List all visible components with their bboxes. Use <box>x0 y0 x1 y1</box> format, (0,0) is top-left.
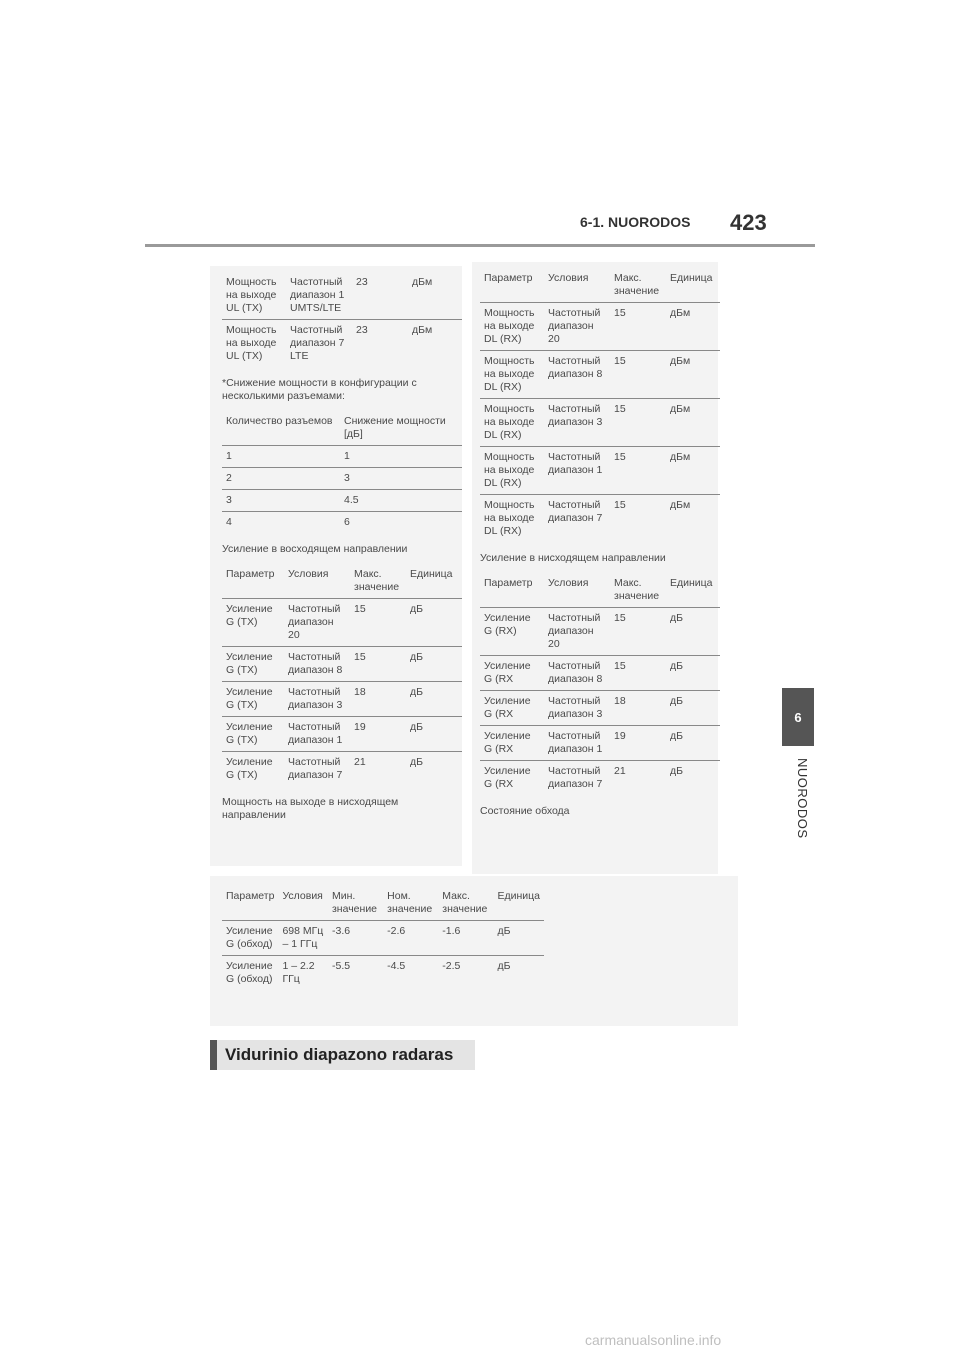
table-cell: Мощность на выходе UL (TX) <box>226 324 277 362</box>
watermark: carmanualsonline.info <box>585 1332 722 1348</box>
table-cell: 15 <box>614 307 626 319</box>
uplink-header-param: Параметр <box>226 568 275 580</box>
table-cell: Частотный диапазон 20 <box>548 612 601 650</box>
table-cell: 2 <box>226 472 232 484</box>
table-cell: дБ <box>497 960 511 972</box>
table-row <box>222 921 544 956</box>
table-cell: 15 <box>614 612 626 624</box>
table-row <box>222 490 462 512</box>
table-row <box>480 608 720 656</box>
table-cell: Частотный диапазон 7 <box>288 756 343 781</box>
table-cell: 1 <box>226 450 232 462</box>
dl-power-header-cond: Условия <box>548 272 589 284</box>
dl-gain-header-cond: Условия <box>548 577 589 589</box>
table-cell: 6 <box>344 516 350 528</box>
section-heading: Vidurinio diapazono radaras <box>225 1045 454 1064</box>
uplink-gain-rows <box>222 599 462 787</box>
table-cell: 15 <box>614 355 626 367</box>
bypass-title: Состояние обхода <box>480 805 570 817</box>
table-row <box>222 468 462 490</box>
table-cell: -4.5 <box>387 960 406 972</box>
connector-header-reduction: Снижение мощности [дБ] <box>344 415 446 440</box>
table-cell: дБм <box>670 499 691 511</box>
table-cell: Усиление G (RX <box>484 695 531 720</box>
table-cell: Частотный диапазон 1 <box>548 730 603 755</box>
table-cell: Частотный диапазон 7 <box>548 499 603 524</box>
bypass-header-cond: Условия <box>282 890 323 902</box>
downlink-gain-rows <box>480 608 720 796</box>
table-cell: 3 <box>344 472 350 484</box>
chapter-tab[interactable]: 6 <box>782 688 814 746</box>
table-cell: 4.5 <box>344 494 359 506</box>
table-row <box>222 647 462 682</box>
table-cell: 23 <box>356 324 368 336</box>
chapter-tab-label: NUORODOS <box>795 758 810 839</box>
table-cell: -2.5 <box>442 960 461 972</box>
table-cell: Усиление G (RX <box>484 730 531 755</box>
table-cell: 15 <box>614 451 626 463</box>
bypass-header-max: Макс. значение <box>442 890 488 915</box>
dl-power-header-max: Макс. значение <box>614 272 660 297</box>
table-row <box>222 956 544 991</box>
table-cell: дБ <box>670 765 684 777</box>
table-row <box>480 656 720 691</box>
uplink-power-rows <box>222 272 462 367</box>
bypass-header-min: Мин. значение <box>331 890 378 915</box>
downlink-power-title: Мощность на выходе в нисходящем направлении <box>222 796 399 821</box>
table-row <box>480 399 720 447</box>
section-heading-bar <box>210 1040 475 1070</box>
table-cell: Мощность на выходе DL (RX) <box>484 403 535 441</box>
table-cell: 19 <box>354 721 366 733</box>
table-cell: Частотный диапазон 3 <box>288 686 343 711</box>
table-cell: дБ <box>410 603 424 615</box>
table-cell: 698 МГц – 1 ГГц <box>282 925 324 950</box>
table-cell: 18 <box>614 695 626 707</box>
table-cell: -3.6 <box>331 925 351 937</box>
table-cell: Усиление G (RX) <box>484 612 531 637</box>
table-cell: Мощность на выходе DL (RX) <box>484 499 535 537</box>
table-cell: Усиление G (RX <box>484 765 531 790</box>
table-cell: 21 <box>614 765 626 777</box>
table-row <box>480 351 720 399</box>
table-cell: Частотный диапазон 8 <box>288 651 343 676</box>
table-row <box>222 717 462 752</box>
table-cell: Частотный диапазон 7 <box>548 765 603 790</box>
table-row <box>222 512 462 534</box>
table-cell: дБм <box>670 403 691 415</box>
table-row <box>480 761 720 796</box>
table-cell: дБ <box>410 721 424 733</box>
table-row <box>480 726 720 761</box>
table-cell: 3 <box>226 494 232 506</box>
table-cell: 15 <box>354 651 366 663</box>
table-cell: Мощность на выходе UL (TX) <box>226 276 277 314</box>
table-cell: дБм <box>670 355 691 367</box>
downlink-gain-table <box>480 573 720 795</box>
table-cell: Усиление G (TX) <box>226 686 273 711</box>
table-cell: дБ <box>670 695 684 707</box>
table-row <box>222 752 462 787</box>
page-number: 423 <box>730 210 767 235</box>
dl-power-header-unit: Единица <box>670 272 713 284</box>
uplink-gain-title: Усиление в восходящем направлении <box>222 543 408 555</box>
table-cell: -5.5 <box>331 960 351 972</box>
table-cell: Частотный диапазон 3 <box>548 695 603 720</box>
section-title-header: 6-1. NUORODOS <box>580 214 691 230</box>
table-row <box>222 320 462 368</box>
table-cell: Частотный диапазон 7 LTE <box>290 324 345 362</box>
table-cell: дБ <box>497 925 511 937</box>
dl-gain-header-param: Параметр <box>484 577 533 589</box>
table-cell: -2.6 <box>387 925 406 937</box>
table-row <box>222 599 462 647</box>
header-divider <box>145 244 815 247</box>
table-cell: 18 <box>354 686 366 698</box>
table-cell: 15 <box>614 499 626 511</box>
downlink-power-table <box>480 268 720 542</box>
table-cell: Частотный диапазон 3 <box>548 403 603 428</box>
table-cell: 21 <box>354 756 366 768</box>
table-cell: Частотный диапазон 8 <box>548 660 603 685</box>
table-cell: Мощность на выходе DL (RX) <box>484 451 535 489</box>
table-cell: Частотный диапазон 20 <box>288 603 341 641</box>
table-cell: 15 <box>354 603 366 615</box>
connector-note: *Снижение мощности в конфигурации с несколькими разъемами: <box>222 377 417 402</box>
connector-table <box>222 411 462 533</box>
table-cell: дБм <box>670 451 691 463</box>
uplink-gain-table <box>222 564 462 786</box>
table-cell: Мощность на выходе DL (RX) <box>484 355 535 393</box>
bypass-header-unit: Единица <box>497 890 540 902</box>
connector-rows <box>222 446 462 534</box>
uplink-header-cond: Условия <box>288 568 329 580</box>
table-cell: Усиление G (обход) <box>226 925 273 950</box>
table-cell: дБ <box>410 686 424 698</box>
table-cell: Частотный диапазон 8 <box>548 355 603 380</box>
bypass-header-nom: Ном. значение <box>387 890 433 915</box>
table-cell: дБ <box>410 756 424 768</box>
uplink-header-unit: Единица <box>410 568 453 580</box>
downlink-gain-title: Усиление в нисходящем направлении <box>480 552 666 564</box>
table-cell: 1 – 2.2 ГГц <box>282 960 315 985</box>
table-cell: 4 <box>226 516 232 528</box>
table-cell: Усиление G (RX <box>484 660 531 685</box>
table-cell: дБ <box>670 612 684 624</box>
bypass-header-param: Параметр <box>226 890 275 902</box>
table-cell: Усиление G (TX) <box>226 721 273 746</box>
table-cell: дБ <box>670 660 684 672</box>
table-cell: Усиление G (TX) <box>226 603 273 628</box>
table-row <box>480 447 720 495</box>
table-cell: -1.6 <box>442 925 461 937</box>
bypass-table <box>222 886 544 990</box>
table-cell: дБ <box>670 730 684 742</box>
table-cell: 15 <box>614 660 626 672</box>
table-cell: Усиление G (обход) <box>226 960 273 985</box>
table-row <box>222 272 462 320</box>
table-row <box>480 691 720 726</box>
dl-gain-header-max: Макс. значение <box>614 577 660 602</box>
table-cell: 15 <box>614 403 626 415</box>
table-cell: дБм <box>670 307 691 319</box>
table-cell: 1 <box>344 450 350 462</box>
table-row <box>480 495 720 543</box>
bypass-block <box>222 886 544 990</box>
table-cell: Усиление G (TX) <box>226 651 273 676</box>
connector-header-count: Количество разъемов <box>226 415 333 427</box>
bypass-rows <box>222 921 544 991</box>
table-cell: 19 <box>614 730 626 742</box>
table-cell: Частотный диапазон 1 <box>288 721 343 746</box>
table-cell: дБм <box>412 324 433 336</box>
downlink-power-rows <box>480 303 720 543</box>
table-row <box>222 682 462 717</box>
table-cell: дБ <box>410 651 424 663</box>
right-column <box>480 268 720 826</box>
table-row <box>222 446 462 468</box>
table-cell: Частотный диапазон 20 <box>548 307 601 345</box>
table-cell: Усиление G (TX) <box>226 756 273 781</box>
table-row <box>480 303 720 351</box>
uplink-power-table-continued <box>222 272 462 367</box>
table-cell: Частотный диапазон 1 UMTS/LTE <box>290 276 345 314</box>
table-cell: дБм <box>412 276 433 288</box>
table-cell: Мощность на выходе DL (RX) <box>484 307 535 345</box>
table-cell: Частотный диапазон 1 <box>548 451 603 476</box>
uplink-header-max: Макс. значение <box>354 568 400 593</box>
left-column <box>222 272 462 830</box>
dl-gain-header-unit: Единица <box>670 577 713 589</box>
dl-power-header-param: Параметр <box>484 272 533 284</box>
table-cell: 23 <box>356 276 368 288</box>
